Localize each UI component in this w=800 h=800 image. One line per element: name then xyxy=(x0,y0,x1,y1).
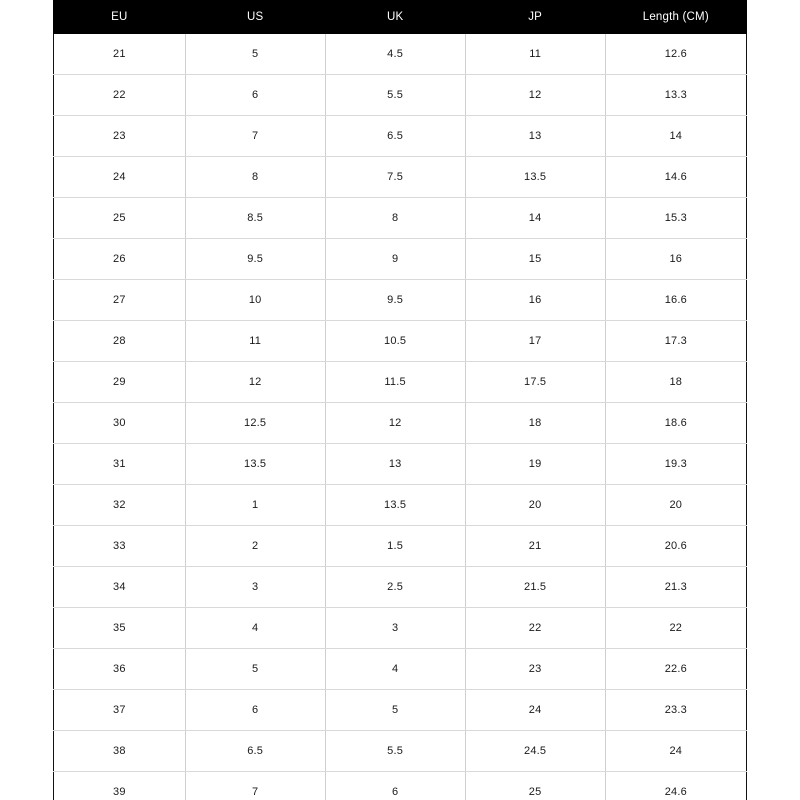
cell-uk: 7.5 xyxy=(325,157,465,198)
cell-length-cm: 14.6 xyxy=(605,157,746,198)
table-row xyxy=(54,772,747,800)
cell-us: 7 xyxy=(185,772,325,800)
table-row xyxy=(54,280,747,321)
table-header-row xyxy=(54,1,747,34)
cell-length-cm: 19.3 xyxy=(605,444,746,485)
cell-uk: 6 xyxy=(325,772,465,800)
table-row xyxy=(54,526,747,567)
table-row xyxy=(54,239,747,280)
cell-eu: 28 xyxy=(54,321,186,362)
cell-uk: 4 xyxy=(325,649,465,690)
column-header-us: US xyxy=(185,1,325,34)
column-header-length-cm: Length (CM) xyxy=(605,1,746,34)
cell-eu: 31 xyxy=(54,444,186,485)
table-row xyxy=(54,649,747,690)
cell-length-cm: 24.6 xyxy=(605,772,746,800)
column-header-eu: EU xyxy=(54,1,186,34)
cell-jp: 21.5 xyxy=(465,567,605,608)
cell-uk: 5.5 xyxy=(325,75,465,116)
cell-length-cm: 13.3 xyxy=(605,75,746,116)
cell-length-cm: 22 xyxy=(605,608,746,649)
cell-eu: 37 xyxy=(54,690,186,731)
table-row xyxy=(54,608,747,649)
cell-us: 6 xyxy=(185,75,325,116)
cell-eu: 24 xyxy=(54,157,186,198)
cell-length-cm: 22.6 xyxy=(605,649,746,690)
cell-us: 6 xyxy=(185,690,325,731)
cell-eu: 32 xyxy=(54,485,186,526)
cell-length-cm: 21.3 xyxy=(605,567,746,608)
table-row xyxy=(54,34,747,75)
cell-uk: 11.5 xyxy=(325,362,465,403)
cell-jp: 11 xyxy=(465,34,605,75)
cell-uk: 4.5 xyxy=(325,34,465,75)
table-row xyxy=(54,75,747,116)
cell-length-cm: 16.6 xyxy=(605,280,746,321)
table-header xyxy=(54,1,747,34)
cell-length-cm: 17.3 xyxy=(605,321,746,362)
cell-uk: 12 xyxy=(325,403,465,444)
cell-us: 3 xyxy=(185,567,325,608)
cell-uk: 9.5 xyxy=(325,280,465,321)
cell-us: 8.5 xyxy=(185,198,325,239)
column-header-jp: JP xyxy=(465,1,605,34)
cell-jp: 23 xyxy=(465,649,605,690)
table-row xyxy=(54,567,747,608)
cell-eu: 39 xyxy=(54,772,186,800)
table-row xyxy=(54,403,747,444)
cell-jp: 13.5 xyxy=(465,157,605,198)
cell-us: 13.5 xyxy=(185,444,325,485)
cell-us: 9.5 xyxy=(185,239,325,280)
cell-length-cm: 12.6 xyxy=(605,34,746,75)
cell-us: 12 xyxy=(185,362,325,403)
cell-jp: 14 xyxy=(465,198,605,239)
cell-eu: 29 xyxy=(54,362,186,403)
cell-eu: 23 xyxy=(54,116,186,157)
cell-length-cm: 24 xyxy=(605,731,746,772)
cell-jp: 24 xyxy=(465,690,605,731)
table-row xyxy=(54,198,747,239)
cell-length-cm: 20 xyxy=(605,485,746,526)
cell-length-cm: 15.3 xyxy=(605,198,746,239)
cell-us: 6.5 xyxy=(185,731,325,772)
cell-us: 8 xyxy=(185,157,325,198)
table-row xyxy=(54,731,747,772)
table-body xyxy=(54,34,747,800)
cell-length-cm: 16 xyxy=(605,239,746,280)
table-row xyxy=(54,362,747,403)
table-row xyxy=(54,116,747,157)
cell-jp: 15 xyxy=(465,239,605,280)
cell-uk: 13 xyxy=(325,444,465,485)
cell-jp: 25 xyxy=(465,772,605,800)
table-row xyxy=(54,321,747,362)
table-row xyxy=(54,485,747,526)
cell-jp: 21 xyxy=(465,526,605,567)
cell-length-cm: 14 xyxy=(605,116,746,157)
cell-eu: 38 xyxy=(54,731,186,772)
cell-jp: 17.5 xyxy=(465,362,605,403)
cell-eu: 26 xyxy=(54,239,186,280)
cell-eu: 25 xyxy=(54,198,186,239)
cell-uk: 5 xyxy=(325,690,465,731)
cell-eu: 34 xyxy=(54,567,186,608)
cell-jp: 12 xyxy=(465,75,605,116)
cell-us: 4 xyxy=(185,608,325,649)
cell-uk: 2.5 xyxy=(325,567,465,608)
cell-length-cm: 23.3 xyxy=(605,690,746,731)
cell-uk: 3 xyxy=(325,608,465,649)
cell-us: 12.5 xyxy=(185,403,325,444)
cell-jp: 24.5 xyxy=(465,731,605,772)
column-header-uk: UK xyxy=(325,1,465,34)
cell-us: 2 xyxy=(185,526,325,567)
cell-us: 7 xyxy=(185,116,325,157)
cell-jp: 20 xyxy=(465,485,605,526)
cell-uk: 6.5 xyxy=(325,116,465,157)
cell-jp: 17 xyxy=(465,321,605,362)
cell-jp: 18 xyxy=(465,403,605,444)
cell-jp: 16 xyxy=(465,280,605,321)
cell-length-cm: 18 xyxy=(605,362,746,403)
table-row xyxy=(54,690,747,731)
cell-eu: 36 xyxy=(54,649,186,690)
cell-jp: 19 xyxy=(465,444,605,485)
cell-jp: 22 xyxy=(465,608,605,649)
table-row xyxy=(54,444,747,485)
cell-us: 5 xyxy=(185,34,325,75)
cell-uk: 8 xyxy=(325,198,465,239)
cell-jp: 13 xyxy=(465,116,605,157)
cell-eu: 22 xyxy=(54,75,186,116)
table-row xyxy=(54,157,747,198)
cell-eu: 35 xyxy=(54,608,186,649)
cell-eu: 33 xyxy=(54,526,186,567)
cell-uk: 13.5 xyxy=(325,485,465,526)
cell-length-cm: 20.6 xyxy=(605,526,746,567)
cell-us: 1 xyxy=(185,485,325,526)
cell-us: 11 xyxy=(185,321,325,362)
cell-us: 5 xyxy=(185,649,325,690)
cell-us: 10 xyxy=(185,280,325,321)
cell-uk: 1.5 xyxy=(325,526,465,567)
cell-uk: 10.5 xyxy=(325,321,465,362)
cell-uk: 5.5 xyxy=(325,731,465,772)
cell-eu: 21 xyxy=(54,34,186,75)
cell-length-cm: 18.6 xyxy=(605,403,746,444)
cell-eu: 30 xyxy=(54,403,186,444)
shoe-size-table xyxy=(53,0,747,800)
cell-eu: 27 xyxy=(54,280,186,321)
cell-uk: 9 xyxy=(325,239,465,280)
